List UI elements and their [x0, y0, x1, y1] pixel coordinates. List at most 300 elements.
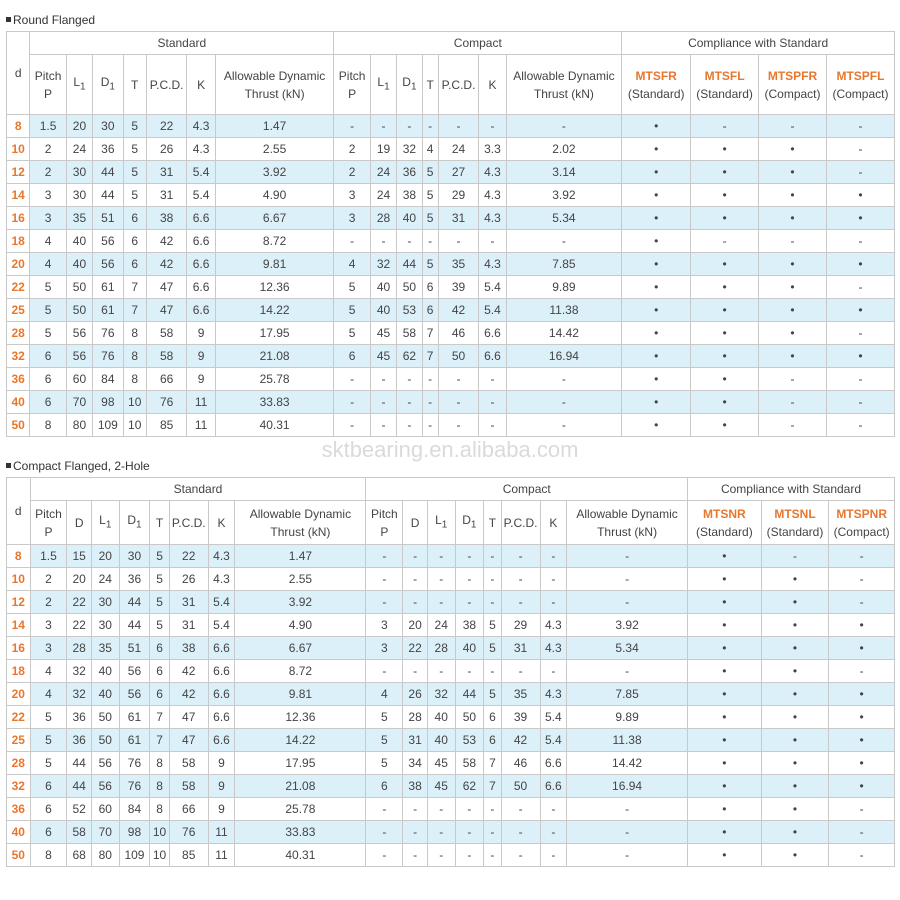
cell-standard: 6.6 [208, 706, 235, 729]
cell-compact: 5 [484, 614, 501, 637]
cell-compact: - [438, 230, 479, 253]
cell-compact: 9.89 [567, 706, 688, 729]
header-compliance-code: MTSPFR (Compact) [759, 55, 827, 115]
cell-compact: 7.85 [567, 683, 688, 706]
cell-compliance: - [761, 545, 829, 568]
cell-standard: 10 [150, 844, 169, 867]
cell-standard: 40.31 [215, 414, 334, 437]
cell-compact: 50 [501, 775, 540, 798]
cell-standard: 7 [123, 276, 146, 299]
cell-compliance: • [759, 184, 827, 207]
cell-standard: 5 [150, 614, 169, 637]
cell-compact: - [479, 230, 506, 253]
header-l1: $L_1$ [91, 501, 119, 545]
cell-compact: 39 [501, 706, 540, 729]
cell-compact: 4.3 [540, 637, 567, 660]
cell-standard: 40 [91, 683, 119, 706]
cell-compact: 4.3 [479, 253, 506, 276]
cell-compliance: • [829, 614, 895, 637]
cell-compact: - [397, 391, 422, 414]
cell-d: 50 [7, 844, 31, 867]
cell-compact: 62 [455, 775, 484, 798]
cell-compliance: • [761, 683, 829, 706]
cell-compact: - [506, 115, 622, 138]
cell-standard: 6.67 [235, 637, 366, 660]
cell-compact: 5 [422, 253, 438, 276]
cell-standard: 6 [150, 683, 169, 706]
header-standard: Standard [30, 32, 334, 55]
cell-standard: 36 [119, 568, 150, 591]
cell-compliance: • [688, 821, 762, 844]
cell-compliance: - [691, 230, 759, 253]
compact-flanged-body [7, 545, 895, 867]
cell-compliance: • [691, 345, 759, 368]
cell-standard: 8.72 [235, 660, 366, 683]
cell-standard: 8 [150, 752, 169, 775]
cell-standard: 61 [119, 706, 150, 729]
cell-standard: 9.81 [215, 253, 334, 276]
cell-compact: 3 [366, 614, 403, 637]
table-row [7, 821, 895, 844]
cell-compact: - [438, 414, 479, 437]
cell-compact: 5 [484, 637, 501, 660]
cell-standard: 32 [67, 660, 92, 683]
cell-compact: 14.42 [506, 322, 622, 345]
table-row [7, 414, 895, 437]
cell-compact: - [422, 230, 438, 253]
cell-compact: 42 [501, 729, 540, 752]
cell-compliance: • [691, 368, 759, 391]
cell-compliance: • [829, 683, 895, 706]
cell-compact: - [427, 591, 455, 614]
cell-standard: 44 [67, 752, 92, 775]
cell-compact: 4.3 [540, 614, 567, 637]
cell-compact: 4 [366, 683, 403, 706]
cell-compact: 31 [403, 729, 428, 752]
cell-compliance: • [688, 844, 762, 867]
header-pitch: Pitch P [334, 55, 370, 115]
cell-compact: - [427, 660, 455, 683]
cell-compliance: - [829, 821, 895, 844]
cell-compact: - [366, 798, 403, 821]
cell-compact: - [506, 414, 622, 437]
cell-d: 14 [7, 184, 30, 207]
cell-compact: 5.4 [479, 276, 506, 299]
header-d1: $D_1$ [397, 55, 422, 115]
header-compliance-code: MTSNR (Standard) [688, 501, 762, 545]
cell-compact: - [506, 391, 622, 414]
cell-compliance: • [759, 276, 827, 299]
cell-compact: - [334, 368, 370, 391]
cell-compact: 62 [397, 345, 422, 368]
section-title-round-flanged: Round Flanged [6, 13, 95, 27]
cell-compliance: • [622, 138, 691, 161]
cell-compact: 6.6 [479, 345, 506, 368]
cell-standard: 35 [66, 207, 92, 230]
cell-standard: 5.4 [208, 591, 235, 614]
cell-compact: 4.3 [479, 184, 506, 207]
cell-standard: 5 [150, 591, 169, 614]
cell-standard: 6 [150, 660, 169, 683]
cell-compact: 6 [422, 299, 438, 322]
cell-compliance: • [759, 207, 827, 230]
cell-standard: 11 [208, 821, 235, 844]
cell-standard: 22 [146, 115, 187, 138]
cell-compliance: - [826, 230, 894, 253]
table-row [7, 637, 895, 660]
cell-d: 12 [7, 591, 31, 614]
cell-standard: 7 [150, 706, 169, 729]
cell-standard: 2.55 [215, 138, 334, 161]
cell-standard: 76 [169, 821, 208, 844]
cell-standard: 31 [169, 591, 208, 614]
cell-standard: 3 [30, 637, 67, 660]
cell-compact: 7 [484, 752, 501, 775]
cell-compact: - [366, 844, 403, 867]
cell-standard: 8 [123, 368, 146, 391]
cell-compact: - [484, 821, 501, 844]
cell-d: 50 [7, 414, 30, 437]
cell-compact: 11.38 [506, 299, 622, 322]
cell-compact: - [501, 821, 540, 844]
table-row [7, 184, 895, 207]
cell-compliance: - [829, 660, 895, 683]
cell-standard: 30 [66, 184, 92, 207]
cell-compact: 6 [484, 729, 501, 752]
cell-compliance: • [826, 184, 894, 207]
cell-standard: 22 [67, 614, 92, 637]
cell-compact: - [403, 591, 428, 614]
cell-standard: 85 [169, 844, 208, 867]
cell-compact: 16.94 [506, 345, 622, 368]
cell-d: 20 [7, 253, 30, 276]
cell-standard: 30 [66, 161, 92, 184]
cell-compact: - [427, 821, 455, 844]
cell-standard: 20 [67, 568, 92, 591]
cell-standard: 31 [146, 184, 187, 207]
table-row [7, 322, 895, 345]
cell-compact: 4.3 [479, 161, 506, 184]
cell-compact: 5 [366, 706, 403, 729]
cell-compliance: • [688, 568, 762, 591]
cell-standard: 44 [119, 614, 150, 637]
cell-compact: - [540, 545, 567, 568]
cell-compact: - [455, 591, 484, 614]
cell-compact: 3.92 [506, 184, 622, 207]
cell-standard: 3 [30, 184, 66, 207]
cell-compact: - [501, 844, 540, 867]
cell-standard: 11 [208, 844, 235, 867]
cell-compliance: • [761, 798, 829, 821]
cell-compact: 46 [501, 752, 540, 775]
cell-standard: 12.36 [215, 276, 334, 299]
cell-compliance: - [826, 276, 894, 299]
cell-compliance: - [829, 798, 895, 821]
cell-standard: 9 [208, 775, 235, 798]
table-row [7, 230, 895, 253]
cell-compact: 38 [455, 614, 484, 637]
cell-standard: 6 [30, 368, 66, 391]
cell-compliance: • [688, 798, 762, 821]
cell-compliance: - [826, 138, 894, 161]
table-row [7, 775, 895, 798]
section-title-compact-flanged: Compact Flanged, 2-Hole [6, 459, 150, 473]
header-k: K [187, 55, 215, 115]
cell-compact: 6 [484, 706, 501, 729]
cell-standard: 17.95 [215, 322, 334, 345]
cell-standard: 32 [67, 683, 92, 706]
cell-compact: - [540, 568, 567, 591]
cell-compliance: • [826, 207, 894, 230]
round-flanged-body [7, 115, 895, 437]
cell-standard: 3 [30, 614, 67, 637]
cell-standard: 4.3 [187, 115, 215, 138]
cell-standard: 6 [30, 821, 67, 844]
cell-compact: 5.4 [479, 299, 506, 322]
cell-compliance: • [622, 184, 691, 207]
cell-standard: 5 [123, 138, 146, 161]
cell-standard: 51 [119, 637, 150, 660]
cell-compact: - [540, 591, 567, 614]
cell-standard: 31 [169, 614, 208, 637]
cell-compact: 4 [422, 138, 438, 161]
header-compact: Compact [366, 478, 688, 501]
cell-compliance: • [691, 299, 759, 322]
cell-compact: 26 [403, 683, 428, 706]
cell-compliance: • [688, 545, 762, 568]
cell-compliance: - [759, 230, 827, 253]
cell-compact: - [438, 115, 479, 138]
cell-standard: 42 [169, 660, 208, 683]
cell-standard: 44 [67, 775, 92, 798]
cell-compact: 45 [427, 775, 455, 798]
cell-standard: 109 [119, 844, 150, 867]
cell-compliance: • [688, 706, 762, 729]
cell-standard: 6.6 [187, 207, 215, 230]
cell-compact: - [422, 115, 438, 138]
cell-standard: 66 [146, 368, 187, 391]
cell-compact: 5 [422, 184, 438, 207]
square-bullet-icon [6, 17, 11, 22]
cell-standard: 51 [93, 207, 123, 230]
cell-compliance: • [826, 345, 894, 368]
cell-standard: 61 [93, 299, 123, 322]
cell-d: 8 [7, 115, 30, 138]
cell-standard: 80 [91, 844, 119, 867]
cell-compact: - [427, 568, 455, 591]
cell-standard: 7 [150, 729, 169, 752]
cell-standard: 76 [119, 752, 150, 775]
table-row [7, 276, 895, 299]
cell-compliance: • [622, 161, 691, 184]
cell-standard: 9 [187, 345, 215, 368]
cell-standard: 30 [119, 545, 150, 568]
header-d-outer: D [403, 501, 428, 545]
cell-standard: 3.92 [215, 161, 334, 184]
cell-standard: 40 [66, 230, 92, 253]
header-standard: Standard [30, 478, 366, 501]
cell-compact: 6 [422, 276, 438, 299]
cell-d: 18 [7, 230, 30, 253]
cell-compact: 20 [403, 614, 428, 637]
cell-compact: 38 [397, 184, 422, 207]
header-pitch: Pitch P [366, 501, 403, 545]
cell-compliance: - [759, 368, 827, 391]
cell-standard: 14.22 [215, 299, 334, 322]
cell-compliance: • [688, 591, 762, 614]
cell-compact: 3 [334, 207, 370, 230]
cell-compact: 6 [366, 775, 403, 798]
cell-compact: - [501, 545, 540, 568]
cell-standard: 109 [93, 414, 123, 437]
cell-standard: 84 [119, 798, 150, 821]
cell-compact: 19 [370, 138, 396, 161]
cell-compliance: - [826, 322, 894, 345]
cell-standard: 31 [146, 161, 187, 184]
cell-compact: 45 [370, 322, 396, 345]
cell-compact: 53 [455, 729, 484, 752]
cell-compliance: - [826, 368, 894, 391]
cell-compact: - [484, 545, 501, 568]
cell-compact: - [479, 368, 506, 391]
square-bullet-icon [6, 463, 11, 468]
cell-compliance: • [759, 345, 827, 368]
cell-compact: - [397, 115, 422, 138]
cell-standard: 1.47 [215, 115, 334, 138]
cell-compliance: - [829, 844, 895, 867]
cell-compact: 58 [455, 752, 484, 775]
cell-compliance: • [826, 299, 894, 322]
cell-standard: 20 [91, 545, 119, 568]
cell-d: 18 [7, 660, 31, 683]
cell-standard: 6 [30, 798, 67, 821]
table-row [7, 253, 895, 276]
cell-standard: 40 [66, 253, 92, 276]
cell-standard: 10 [123, 414, 146, 437]
cell-compact: 24 [370, 184, 396, 207]
header-pcd: P.C.D. [501, 501, 540, 545]
cell-d: 25 [7, 299, 30, 322]
cell-standard: 9 [208, 798, 235, 821]
cell-compact: - [438, 368, 479, 391]
table-row [7, 161, 895, 184]
header-pcd: P.C.D. [146, 55, 187, 115]
cell-compact: - [484, 844, 501, 867]
cell-compact: 40 [427, 729, 455, 752]
cell-standard: 44 [93, 161, 123, 184]
cell-compact: 27 [438, 161, 479, 184]
cell-compliance: • [688, 683, 762, 706]
cell-compact: - [455, 660, 484, 683]
cell-compact: 5 [422, 161, 438, 184]
cell-standard: 17.95 [235, 752, 366, 775]
table-row [7, 798, 895, 821]
cell-compact: 24 [427, 614, 455, 637]
cell-compact: 24 [438, 138, 479, 161]
cell-compliance: • [761, 752, 829, 775]
cell-standard: 8.72 [215, 230, 334, 253]
cell-compliance: • [829, 729, 895, 752]
cell-compliance: - [691, 115, 759, 138]
cell-compact: 42 [438, 299, 479, 322]
cell-standard: 5 [30, 322, 66, 345]
compact-flanged-table [6, 477, 895, 867]
header-compliance-code: MTSPFL (Compact) [826, 55, 894, 115]
cell-compact: - [484, 798, 501, 821]
cell-compact: - [370, 115, 396, 138]
cell-standard: 4 [30, 660, 67, 683]
cell-standard: 4.90 [215, 184, 334, 207]
cell-compact: 4 [334, 253, 370, 276]
cell-standard: 80 [66, 414, 92, 437]
table-row [7, 299, 895, 322]
cell-standard: 56 [91, 752, 119, 775]
cell-standard: 9.81 [235, 683, 366, 706]
cell-standard: 44 [119, 591, 150, 614]
cell-compact: - [427, 545, 455, 568]
header-compliance-code: MTSPNR (Compact) [829, 501, 895, 545]
header-pitch: Pitch P [30, 501, 67, 545]
cell-standard: 6.6 [187, 253, 215, 276]
cell-standard: 98 [119, 821, 150, 844]
cell-compliance: • [759, 253, 827, 276]
cell-compliance: - [829, 568, 895, 591]
cell-compliance: • [759, 138, 827, 161]
cell-compact: 6.6 [540, 752, 567, 775]
cell-compact: 7 [422, 322, 438, 345]
cell-compliance: • [759, 299, 827, 322]
cell-compliance: - [759, 115, 827, 138]
cell-compact: 45 [370, 345, 396, 368]
cell-compact: - [567, 545, 688, 568]
cell-compact: - [422, 368, 438, 391]
header-compliance: Compliance with Standard [622, 32, 895, 55]
cell-compliance: • [761, 821, 829, 844]
cell-standard: 60 [66, 368, 92, 391]
header-compliance-code: MTSFL (Standard) [691, 55, 759, 115]
cell-compact: 7 [422, 345, 438, 368]
cell-compact: - [540, 660, 567, 683]
cell-compact: 40 [427, 706, 455, 729]
cell-standard: 56 [93, 230, 123, 253]
cell-standard: 6 [30, 775, 67, 798]
header-l1: $L_1$ [427, 501, 455, 545]
cell-standard: 4.90 [235, 614, 366, 637]
cell-compact: - [484, 591, 501, 614]
header-k: K [540, 501, 567, 545]
cell-standard: 58 [67, 821, 92, 844]
cell-standard: 30 [93, 115, 123, 138]
cell-standard: 33.83 [235, 821, 366, 844]
cell-standard: 24 [91, 568, 119, 591]
cell-compact: 40 [455, 637, 484, 660]
cell-standard: 38 [169, 637, 208, 660]
cell-compliance: • [691, 138, 759, 161]
cell-compact: 29 [501, 614, 540, 637]
cell-compliance: • [688, 660, 762, 683]
cell-standard: 22 [67, 591, 92, 614]
table-row [7, 660, 895, 683]
cell-compact: 53 [397, 299, 422, 322]
cell-compact: - [397, 368, 422, 391]
cell-compliance: - [826, 391, 894, 414]
cell-standard: 14.22 [235, 729, 366, 752]
cell-standard: 50 [91, 706, 119, 729]
cell-standard: 61 [119, 729, 150, 752]
cell-compact: - [366, 821, 403, 844]
cell-standard: 56 [119, 660, 150, 683]
cell-standard: 6.6 [208, 637, 235, 660]
